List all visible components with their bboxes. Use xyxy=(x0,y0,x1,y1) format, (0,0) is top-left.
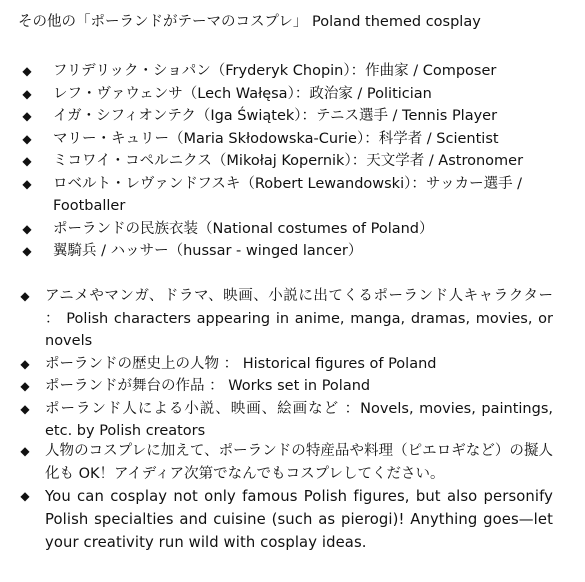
list-item-text: 人物のコスプレに加えて、ポーランドの特産品や料理（ピエロギなど）の擬人化も OK！アイディア次第でなんでもコスプレしてください。 xyxy=(45,443,553,482)
list-item xyxy=(0,128,585,151)
categories-list xyxy=(0,285,585,443)
notes-list xyxy=(0,440,585,554)
diamond-bullet-icon: ◆ xyxy=(20,356,30,371)
list-item-text: フリデリック・ショパン（Fryderyk Chopin）：作曲家 / Composer xyxy=(53,63,497,79)
list-item xyxy=(0,375,585,398)
list-item xyxy=(0,150,585,173)
list-item xyxy=(0,440,585,485)
list-item xyxy=(0,173,585,218)
list-item xyxy=(0,218,585,241)
list-item-text: 翼騎兵 / ハッサー（hussar - winged lancer） xyxy=(53,243,363,259)
list-item xyxy=(0,285,585,353)
diamond-bullet-icon: ◆ xyxy=(20,489,30,503)
list-item xyxy=(0,240,585,263)
diamond-bullet-icon: ◆ xyxy=(22,64,32,78)
list-item xyxy=(0,485,585,554)
list-item xyxy=(0,398,585,443)
list-item-text: ポーランドの民族衣装（National costumes of Poland） xyxy=(53,220,434,237)
diamond-bullet-icon: ◆ xyxy=(20,444,30,458)
list-item-text: イガ・シフィオンテク（Iga Świątek）：テニス選手 / Tennis Player xyxy=(53,108,498,124)
diamond-bullet-icon: ◆ xyxy=(22,221,32,236)
diamond-bullet-icon: ◆ xyxy=(20,289,30,303)
list-item-text: ミコワイ・コペルニクス（Mikołaj Kopernik）：天文学者 / Astronomer xyxy=(53,153,524,169)
list-item xyxy=(0,353,585,376)
diamond-bullet-icon: ◆ xyxy=(22,244,32,258)
diamond-bullet-icon: ◆ xyxy=(22,176,32,191)
diamond-bullet-icon: ◆ xyxy=(20,379,30,393)
diamond-bullet-icon: ◆ xyxy=(22,131,32,146)
diamond-bullet-icon: ◆ xyxy=(20,401,30,416)
list-item-text: ロベルト・レヴァンドフスキ（Robert Lewandowski）：サッカー選手 / Footballer xyxy=(53,175,523,214)
list-item-text: アニメやマンガ、ドラマ、映画、小説に出てくるポーランド人キャラクター ： Polish characters appearing in anime, manga, dramas, movies, or novels xyxy=(45,288,553,349)
list-item-text: ポーランドが舞台の作品 ： Works set in Poland xyxy=(45,378,371,394)
list-item-text: マリー・キュリー（Maria Skłodowska-Curie）：科学者 / Scientist xyxy=(53,130,499,147)
list-item-text: ポーランド人による小説、映画、絵画など ：Novels, movies, paintings, etc. by Polish creators xyxy=(45,400,553,439)
list-item xyxy=(0,60,585,83)
list-item-text: You can cosplay not only famous Polish figures, but also personify Polish specialties and cuisine (such as pierogi)! Anything goes—let your creativity run wild with cosplay ideas. xyxy=(45,488,553,551)
diamond-bullet-icon: ◆ xyxy=(22,86,32,101)
themes-list xyxy=(0,60,585,263)
list-item-text: ポーランドの歴史上の人物 ： Historical figures of Poland xyxy=(45,355,437,372)
diamond-bullet-icon: ◆ xyxy=(22,154,32,168)
list-item-text: レフ・ヴァウェンサ（Lech Wałęsa）：政治家 / Politician xyxy=(53,85,432,102)
diamond-bullet-icon: ◆ xyxy=(22,109,32,123)
list-item xyxy=(0,83,585,106)
list-item xyxy=(0,105,585,128)
page-title: その他の「ポーランドがテーマのコスプレ」 Poland themed cosplay xyxy=(18,14,481,30)
